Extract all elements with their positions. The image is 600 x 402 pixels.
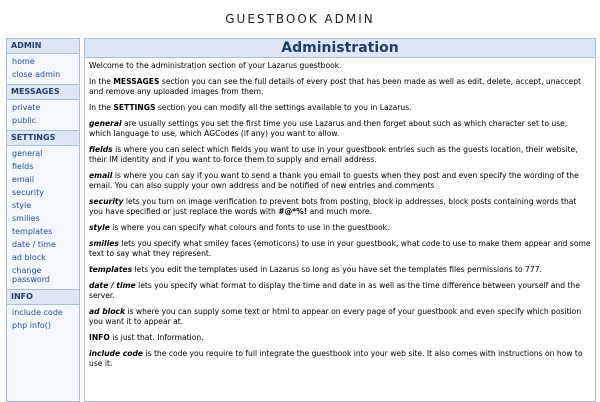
sidebar-heading-admin: ADMIN (7, 39, 79, 54)
sidebar-link-fields[interactable]: fields (12, 162, 34, 171)
sidebar-link-php-info[interactable]: php info() (12, 321, 52, 330)
sidebar-link-security[interactable]: security (12, 188, 44, 197)
sidebar-nav (6, 38, 80, 402)
fields-paragraph: fields is where you can select which fields you want to use in your guestbook entries such as the guests location, their website, their IM identity and if you want to force them to supply and email address. (89, 145, 578, 164)
sidebar-heading-info: INFO (7, 289, 79, 305)
sidebar-link-email[interactable]: email (12, 175, 35, 184)
main-panel (84, 38, 596, 402)
general-paragraph: general are usually settings you set the first time you use Lazarus and then forget about such as which character set to use, which language to use, which AGCodes (if any) you want to allow. (89, 119, 568, 138)
sidebar-link-change-password[interactable]: change password (12, 266, 50, 284)
email-paragraph: email is where you can say if you want to send a thank you email to guests when they post and even specify the wording of the email. You can also supply your own address and be notified of new entries and comments (89, 171, 579, 190)
info-paragraph: INFO is just that. Information. (89, 333, 204, 342)
style-paragraph: style is where you can specify what colours and fonts to use in the guestbook. (89, 223, 390, 232)
sidebar-link-general[interactable]: general (12, 149, 43, 158)
sidebar-heading-settings: SETTINGS (7, 130, 79, 146)
sidebar-link-date-time[interactable]: date / time (12, 240, 56, 249)
security-paragraph: security lets you turn on image verification to prevent bots from posting, block ip addresses, block posts containing words that you have specified or just replace the words with #@*%! and much more. (89, 197, 577, 216)
intro-paragraph: Welcome to the administration section of your Lazarus guestbook. (89, 61, 342, 70)
main-heading: Administration (85, 39, 595, 58)
sidebar-link-private[interactable]: private (12, 103, 41, 112)
sidebar-link-close-admin[interactable]: close admin (12, 70, 61, 79)
include-code-paragraph: include code is the code you require to full integrate the guestbook into your web site. It also comes with instructions on how to use it. (89, 349, 583, 368)
ad-block-paragraph: ad block is where you can supply some text or html to appear on every page of your guestbook and even specify which position you want it to appear at. (89, 307, 582, 326)
sidebar-link-smilies[interactable]: smilies (12, 214, 40, 223)
smilies-paragraph: smilies lets you specify what smiley faces (emoticons) to use in your guestbook, what code to use to make them appear and some text to say what they represent. (89, 239, 591, 258)
sidebar-link-public[interactable]: public (12, 116, 37, 125)
page-title: GUESTBOOK ADMIN (225, 12, 375, 26)
sidebar-link-style[interactable]: style (12, 201, 32, 210)
sidebar-link-home[interactable]: home (12, 57, 35, 66)
templates-paragraph: templates lets you edit the templates used in Lazarus so long as you have set the templates files permissions to 777. (89, 265, 542, 274)
messages-paragraph: In the MESSAGES section you can see the full details of every post that has been made as well as edit, delete, accept, unaccept and remove any uploaded images from them. (89, 77, 582, 96)
sidebar-heading-messages: MESSAGES (7, 84, 79, 100)
date-time-paragraph: date / time lets you specify what format to display the time and date in as well as the time difference between yourself and the server. (89, 281, 580, 300)
sidebar-link-templates[interactable]: templates (12, 227, 53, 236)
sidebar-link-ad-block[interactable]: ad block (12, 253, 46, 262)
sidebar-link-include-code[interactable]: include code (12, 308, 63, 317)
settings-paragraph: In the SETTINGS section you can modify all the settings available to you in Lazarus. (89, 103, 412, 112)
